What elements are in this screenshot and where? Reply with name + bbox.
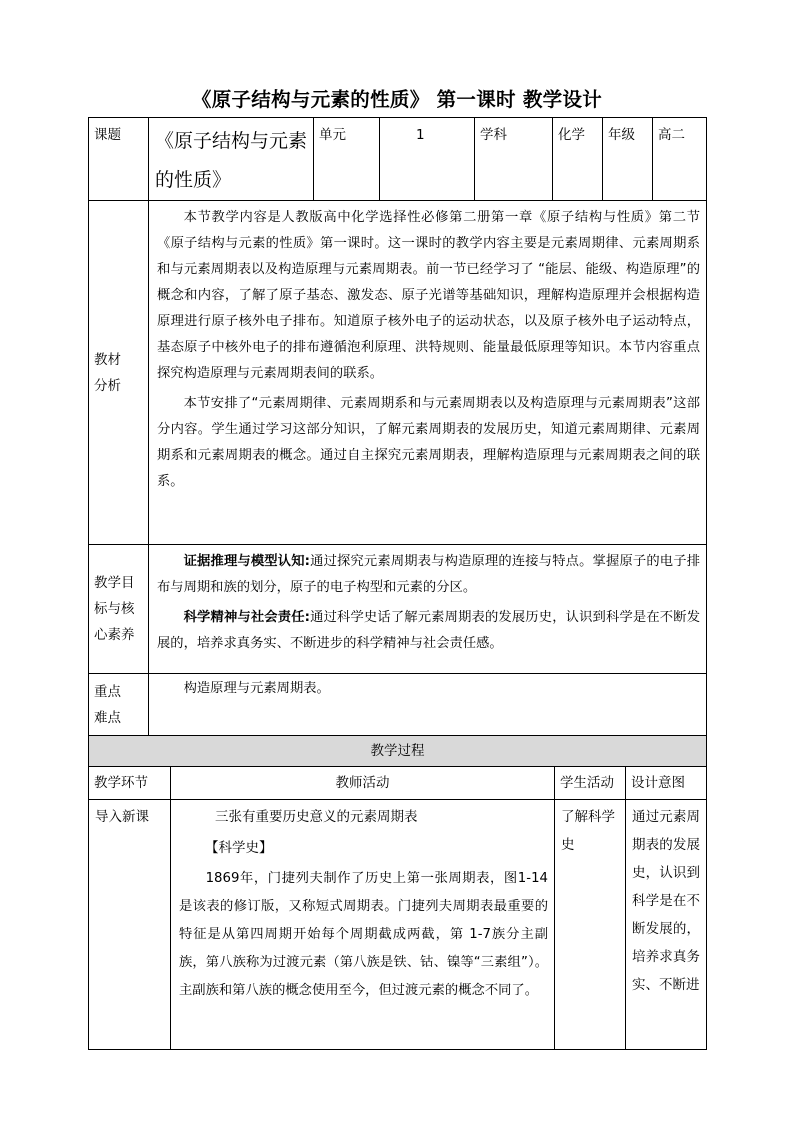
col-intent-header: 设计意图 (631, 775, 685, 791)
analysis-paragraph-1: 本节教学内容是人教版高中化学选择性必修第二册第一章《原子结构与性质》第二节《原子结构与元素的性质》第一课时。这一课时的教学内容主要是元素周期律、元素周期系和与元素周期表以及构造原理与元素周期表。前一节已经学习了 “能层、能级、构造原理”的概念和内容，了解了原子基态、激发态、原子光谱等基础知识，理解构造原理并会根据构造原理进行原子核外电子排布。知道原子核外电子的运动状态，以及原子核外电子运动特点，基态原子中核外电子的排布遵循泡利原理、洪特规则、能量最低原理等知识。本节内容重点探究构造原理与元素周期表间的联系。 (157, 210, 700, 381)
key-label: 重点难点 (94, 683, 121, 726)
teacher-title: 三张有重要历史意义的元素周期表 (215, 809, 418, 825)
topic-value: 《原子结构与元素的性质》 (155, 130, 308, 191)
teacher-tag: 【科学史】 (205, 840, 273, 856)
page-title: 《原子结构与元素的性质》 第一课时 教学设计 (191, 88, 603, 111)
subject-label: 学科 (480, 127, 507, 143)
unit-label: 单元 (319, 127, 346, 143)
teacher-text: 1869年，门捷列夫制作了历史上第一张周期表，图1-14是该表的修订版，又称短式周期表。门捷列夫周期表最重要的特征是从第四周期开始每个周期截成两截，第 1-7族分主副族，第八族称为过渡元素（第八族是铁、钴、镍等“三素组”）。主副族和第八族的概念使用至今，但过渡元素的概念不同了。 (179, 871, 548, 998)
col-student-header: 学生活动 (560, 775, 614, 791)
intent-cell: 通过元素周期表的发展史，认识到科学是在不断发展的，培养求真务实、不断进 (632, 809, 700, 993)
goal-2 (149, 603, 706, 659)
topic-label: 课题 (94, 127, 121, 143)
goals-label: 教学目标与核心素养 (94, 575, 135, 643)
goal-1-title: 证据推理与模型认知: (183, 554, 310, 569)
goal-2-text: 通过科学史话了解元素周期表的发展历史，认识到科学是在不断发展的，培养求真务实、不断进步的科学精神与社会责任感。 (157, 610, 701, 651)
process-table (88, 735, 707, 1050)
goal-1 (149, 545, 706, 603)
grade-value: 高二 (658, 127, 685, 143)
col-stage-header: 教学环节 (94, 775, 148, 791)
subject-value: 化学 (558, 127, 585, 143)
goal-2-title: 科学精神与社会责任: (183, 610, 310, 625)
grade-label: 年级 (608, 127, 635, 143)
lesson-info-table (88, 117, 707, 736)
key-text: 构造原理与元素周期表。 (183, 681, 330, 696)
goal-1-text: 通过探究元素周期表与构造原理的连接与特点。掌握原子的电子排布与周期和族的划分，原子的电子构型和元素的分区。 (157, 554, 701, 595)
analysis-paragraph-2: 本节安排了“元素周期律、元素周期系和与元素周期表以及构造原理与元素周期表”这部分内容。学生通过学习这部分知识，了解元素周期表的发展历史，知道元素周期律、元素周期系和元素周期表的概念。通过自主探究元素周期表，理解构造原理与元素周期表之间的联系。 (157, 396, 700, 489)
process-header: 教学过程 (89, 736, 707, 767)
analysis-label: 教材分析 (94, 351, 121, 394)
stage-cell: 导入新课 (95, 809, 149, 825)
col-teacher-header: 教师活动 (335, 775, 390, 791)
unit-value: 1 (416, 127, 425, 143)
student-cell: 了解科学史 (561, 809, 615, 853)
